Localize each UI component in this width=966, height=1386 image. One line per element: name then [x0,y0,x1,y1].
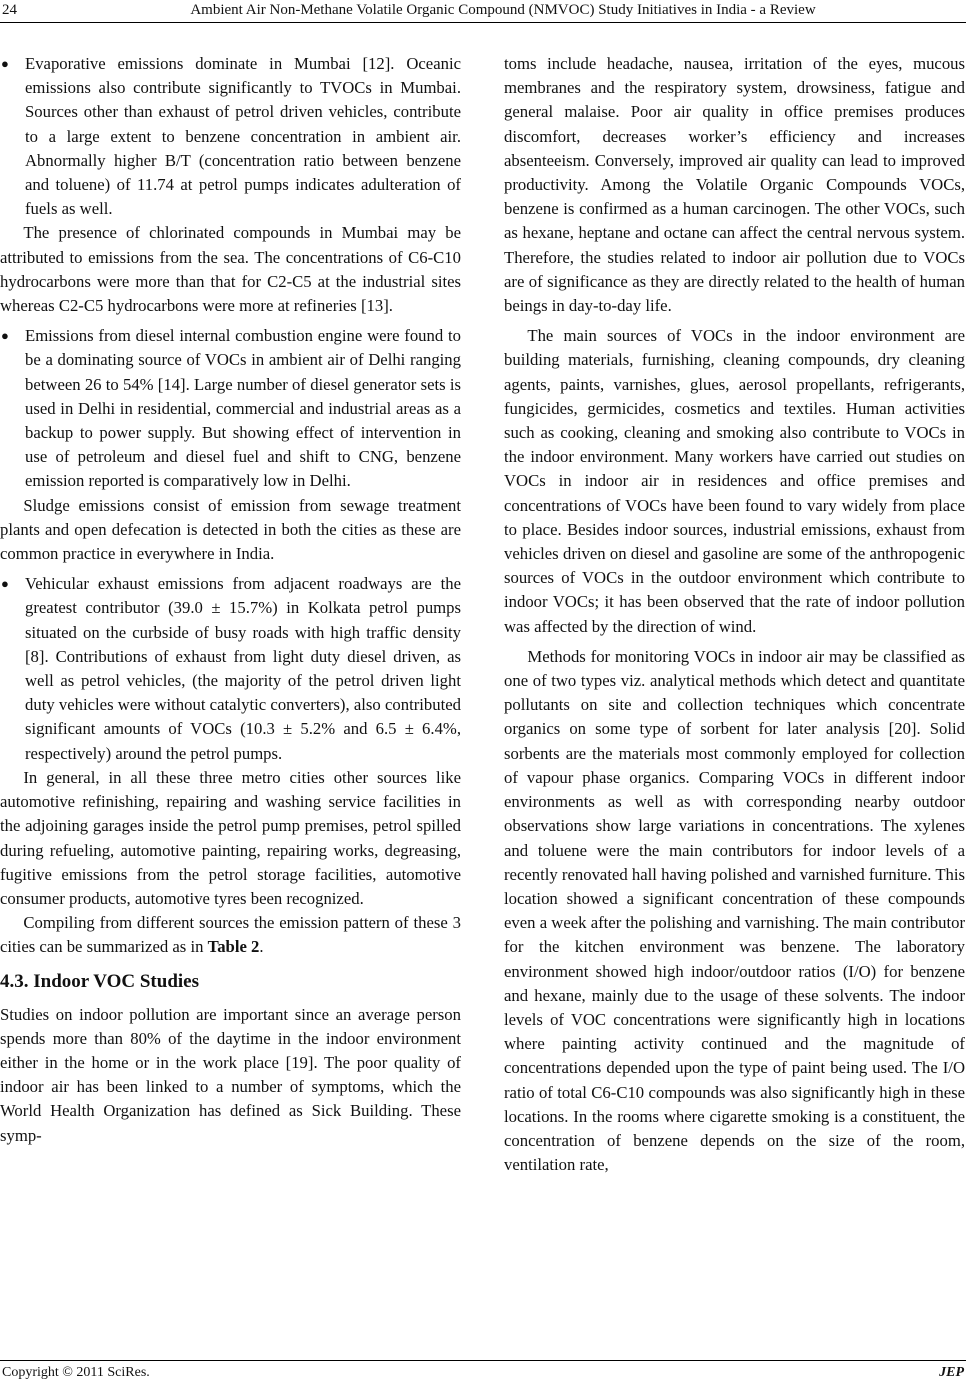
left-column [0,52,461,1148]
footer-rule [0,1360,966,1361]
paragraph: Sludge emissions consist of emission from sewage treatment plants and open defecation is detected in both the cities as these are common practice in everywhere in India. [0,495,461,564]
page-number: 24 [2,2,17,18]
list-item-text: Evaporative emissions dominate in Mumbai [12]. Oceanic emissions also contribute significantly to TVOCs in Mumbai. Sources other than exhaust of petrol driven vehicles, contribute to a large extent to benzene concentration in ambient air. Abnormally higher B/T (concentration ratio between benzene and toluene) of 11.74 at petrol pumps indicates adulteration of fuels as well. [25,54,461,219]
paragraph: In general, in all these three metro cities other sources like automotive refinishing, repairing and washing service facilities in the adjoining garages inside the petrol pump premises, petrol spilled during refueling, automotive painting, repairing works, degreasing, fugitive emissions from the petrol storage facilities, automotive consumer products, automotive tyres been recognized. [0,767,461,908]
paragraph-text-end: . [259,937,264,957]
list-item-text: Emissions from diesel internal combustion engine were found to be a dominating source of VOCs in ambient air of Delhi ranging between 26 to 54% [14]. Large number of diesel generator sets is used in Delhi in residential, commercial and industrial areas as a backup to power supply. But showing effect of intervention in use of petroleum and diesel fuel and shift to CNG, benzene emission reported is comparatively low in Delhi. [25,326,461,491]
section-heading: 4.3. Indoor VOC Studies [0,970,199,992]
bullet-icon: ● [1,56,9,71]
bullet-list [0,52,461,221]
paragraph-text: Compiling from different sources the emission pattern of these 3 cities can be summarized as in [0,913,461,957]
paragraph: The main sources of VOCs in the indoor environment are building materials, furnishing, cleaning compounds, dry cleaning agents, paints, varnishes, glues, aerosol propellants, refrigerants, fungicides, germicides, cosmetics and textiles. Human activities such as cooking, cleaning and smoking also contribute to VOCs in the indoor environment. Many workers have carried out studies on VOCs in indoor air in residences and office premises and concentrations of VOCs have been found to vary widely from place to place. Besides indoor sources, industrial emissions, exhaust from vehicles driven on diesel and gasoline are some of the anthropogenic sources of VOCs in the outdoor environment which contribute to indoor VOCs; it has been observed that the rate of indoor pollution was affected by the direction of wind. [504,326,965,636]
list-item-text: Vehicular exhaust emissions from adjacent roadways are the greatest contributor (39.0 ± 15.7%) in Kolkata petrol pumps situated on the curbside of busy roads with high traffic density [8]. Contributions of exhaust from light duty diesel driven, as well as petrol vehicles, (the majority of the petrol driven light duty vehicles were without catalytic converters), also contributed significant amounts of VOCs (10.3 ± 5.2% and 6.5 ± 6.4%, respectively) around the petrol pumps. [25,574,461,763]
running-title: Ambient Air Non-Methane Volatile Organic Compound (NMVOC) Study Initiatives in India - a Review [190,2,816,18]
list-item [0,52,461,221]
bullet-list [0,572,461,766]
copyright-text: Copyright © 2011 SciRes. [2,1365,150,1380]
paragraph [0,911,461,959]
page-footer [0,1360,966,1382]
bullet-list [0,324,461,493]
right-column [504,52,965,1177]
page-header [0,0,966,26]
paragraph: toms include headache, nausea, irritation of the eyes, mucous membranes and the respiratory system, drowsiness, fatigue and general malaise. Poor air quality in office premises produces discomfort, decreases worker’s efficiency and increases absenteeism. Conversely, improved air quality can lead to improved productivity. Among the Volatile Organic Compounds VOCs, benzene is confirmed as a human carcinogen. The other VOCs, such as hexane, heptane and octane can affect the central nervous system. Therefore, the studies related to indoor air pollution due to VOCs are of significance as they are directly related to the health of human beings in day-to-day life. [504,54,965,316]
paragraph: The presence of chlorinated compounds in Mumbai may be attributed to emissions from the sea. The concentrations of C6-C10 hydrocarbons were more than that for C2-C5 at the industrial sites whereas C2-C5 hydrocarbons were more at refineries [13]. [0,223,461,316]
bullet-icon: ● [1,576,9,592]
bullet-icon: ● [1,328,9,344]
header-rule [0,22,966,23]
list-item [0,572,461,766]
paragraph: Methods for monitoring VOCs in indoor air may be classified as one of two types viz. analytical methods which detect and quantitate pollutants on site and collection techniques which concentrate organics on some type of sorbent for later analysis [20]. Solid sorbents are the materials most commonly employed for collection of vapour phase organics. Comparing VOCs in different indoor environments as well as with corresponding nearby outdoor observations show large variations in concentrations. The xylenes and toluene were the main contributors for indoor levels of a recently renovated hall having polished and varnished furniture. This location showed a significant concentration of these compounds even a week after the polishing and varnishing. The main contributor for the kitchen environment was benzene. The laboratory environment showed high indoor/outdoor ratios (I/O) for benzene and hexane, mainly due to the usage of these solvents. The indoor levels of VOC concentrations were significantly high in locations where painting activity continued and the magnitude of concentrations depended upon the type of paint being used. The I/O ratio of total C6-C10 compounds was also significantly high in these locations. In the rooms where cigarette smoking is a constituent, the concentration of benzene depends on the size of the room, ventilation rate, [504,646,965,1175]
journal-abbreviation: JEP [939,1365,964,1380]
list-item [0,324,461,493]
table-reference-link[interactable]: Table 2 [207,937,260,957]
paragraph: Studies on indoor pollution are important since an average person spends more than 80% of the daytime in the indoor environment either in the home or in the work place [19]. The poor quality of indoor air has been linked to a number of symptoms, which the World Health Organization has defined as Sick Building. These symp- [0,1004,461,1145]
